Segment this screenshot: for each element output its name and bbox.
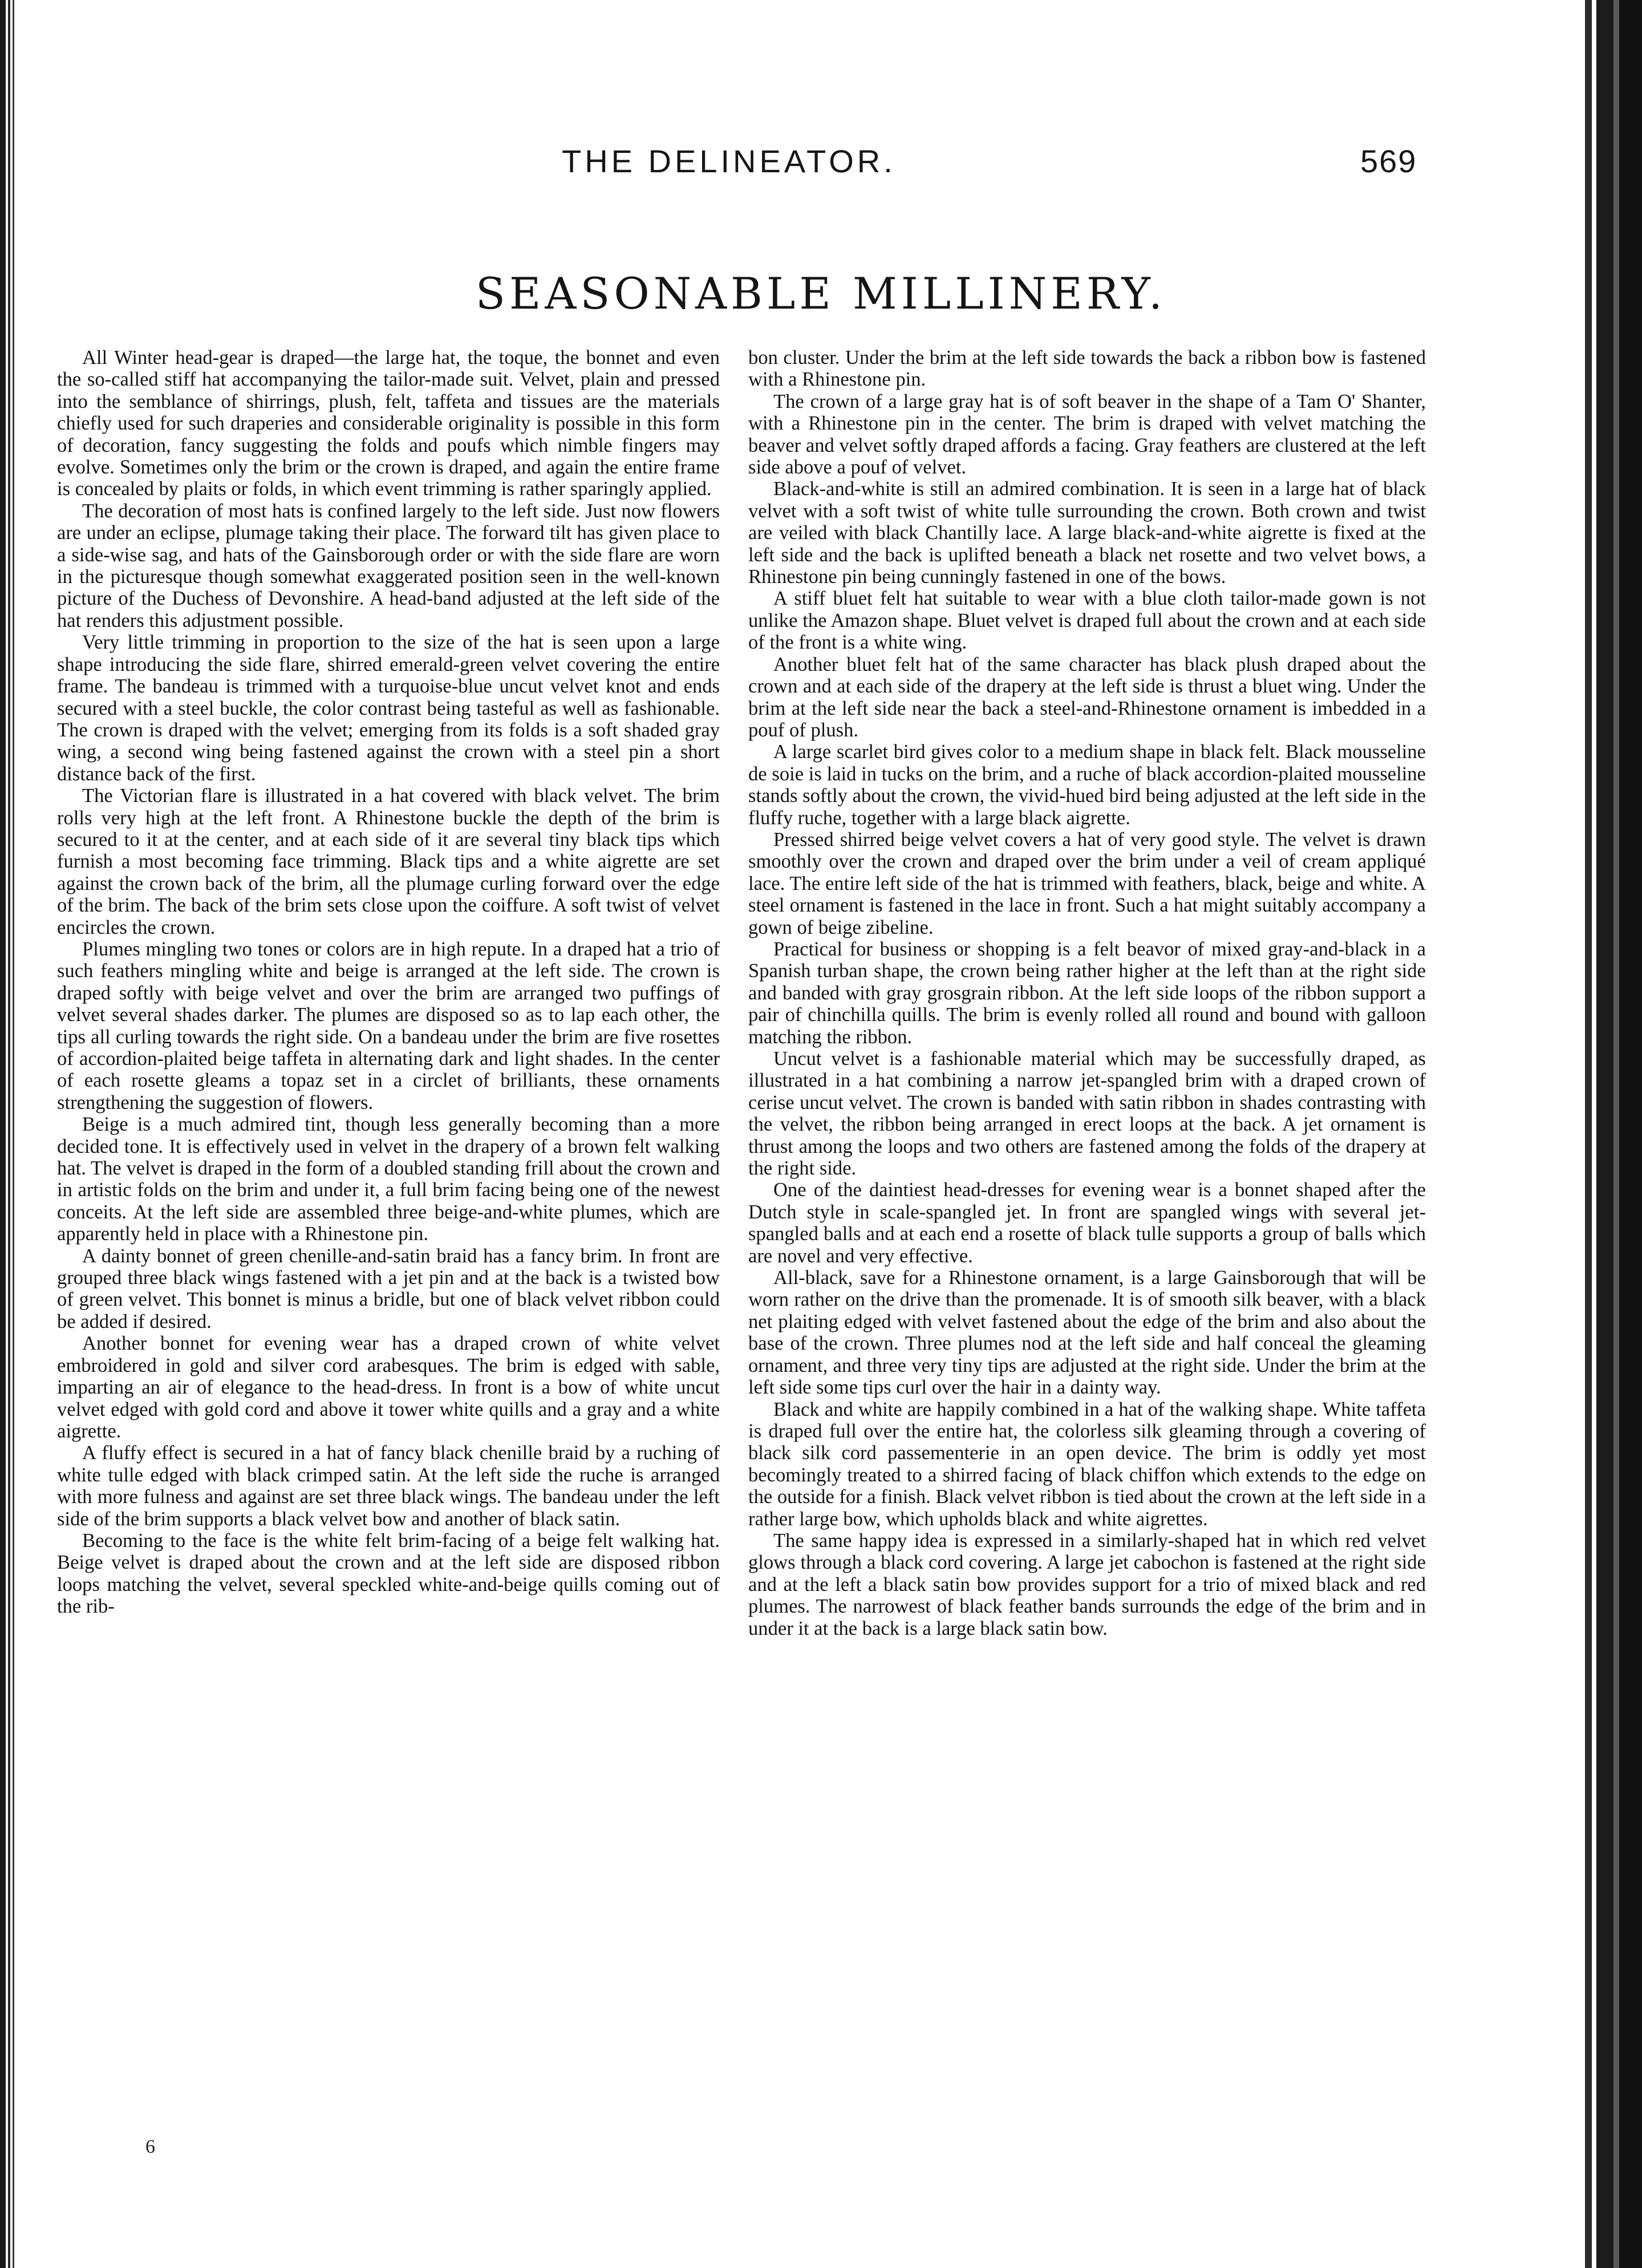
paragraph: Plumes mingling two tones or colors are in high repute. In a draped hat a trio of such feathers mingling white and beige is arranged at the left side. The crown is draped softly with beige velvet and over the brim are arranged two puffings of velvet several shades darker. The plumes are disposed so as to lap each other, the tips all curling towards the right side. On a bandeau under the brim are five rosettes of accordion-plaited beige taffeta in alternating dark and light shades. In the center of each rosette gleams a topaz set in a circlet of brilliants, these ornaments strengthening the suggestion of flowers. xyxy=(57,938,720,1113)
paragraph: A dainty bonnet of green chenille-and-satin braid has a fancy brim. In front are grouped three black wings fastened with a jet pin and at the back is a twisted bow of green velvet. This bonnet is minus a bridle, but one of black velvet ribbon could be added if desired. xyxy=(57,1245,720,1333)
paragraph: The same happy idea is expressed in a similarly-shaped hat in which red velvet glows through a black cord covering. A large jet cabochon is fastened at the right side and at the left a black satin bow provides support for a trio of mixed black and red plumes. The narrowest of black feather bands surrounds the edge of the brim and in under it at the back is a large black satin bow. xyxy=(748,1529,1426,1639)
paragraph: Practical for business or shopping is a felt beavor of mixed gray-and-black in a Spanish turban shape, the crown being rather higher at the left than at the right side and banded with gray grosgrain ribbon. At the left side loops of the ribbon support a pair of chinchilla quills. The brim is evenly rolled all round and bound with galloon matching the ribbon. xyxy=(748,938,1426,1048)
paragraph: A large scarlet bird gives color to a medium shape in black felt. Black mousseline de soie is laid in tucks on the brim, and a ruche of black accordion-plaited mousseline stands softly about the crown, the vivid-hued bird being adjusted at the left side in the fluffy ruche, together with a large black aigrette. xyxy=(748,741,1426,829)
paragraph: A fluffy effect is secured in a hat of fancy black chenille braid by a ruching of white tulle edged with black crimped satin. At the left side the ruche is arranged with more fulness and against are set three black wings. The bandeau under the left side of the brim supports a black velvet bow and another of black satin. xyxy=(57,1442,720,1530)
running-head xyxy=(0,143,1642,188)
paragraph: Becoming to the face is the white felt brim-facing of a beige felt walking hat. Beige velvet is draped about the crown and at the left side are disposed ribbon loops matching the velvet, several speckled white-and-beige quills coming out of the rib- xyxy=(57,1529,720,1618)
paragraph: Another bluet felt hat of the same character has black plush draped about the crown and at each side of the drapery at the left side is thrust a bluet wing. Under the brim at the left side near the back a steel-and-Rhinestone ornament is imbedded in a pouf of plush. xyxy=(748,653,1426,741)
paragraph: All Winter head-gear is draped—the large hat, the toque, the bonnet and even the so-called stiff hat accompanying the tailor-made suit. Velvet, plain and pressed into the semblance of shirrings, plush, felt, taffeta and tissues are the materials chiefly used for such draperies and considerable originality is possible in this form of decoration, fancy suggesting the folds and poufs which nimble fingers may evolve. Sometimes only the brim or the crown is draped, and again the entire frame is concealed by plaits or folds, in which event trimming is rather sparingly applied. xyxy=(57,347,720,500)
paragraph: Very little trimming in proportion to the size of the hat is seen upon a large shape introducing the side flare, shirred emerald-green velvet covering the entire frame. The bandeau is trimmed with a turquoise-blue uncut velvet knot and ends secured with a steel buckle, the color contrast being tasteful as well as fashionable. The crown is draped with the velvet; emerging from its folds is a soft shaded gray wing, a second wing being fastened against the crown with a steel pin a short distance back of the first. xyxy=(57,631,720,785)
paragraph: A stiff bluet felt hat suitable to wear with a blue cloth tailor-made gown is not unlike the Amazon shape. Bluet velvet is draped full about the crown and at each side of the front is a white wing. xyxy=(748,588,1426,654)
publication-title: THE DELINEATOR. xyxy=(562,143,896,179)
paragraph: The crown of a large gray hat is of soft beaver in the shape of a Tam O' Shanter, with a Rhinestone pin in the center. The brim is draped with velvet matching the beaver and velvet softly draped affords a facing. Gray feathers are clustered at the left side above a pouf of velvet. xyxy=(748,390,1426,479)
paragraph: The decoration of most hats is confined largely to the left side. Just now flowers are under an eclipse, plumage taking their place. The forward tilt has given place to a side-wise sag, and hats of the Gainsborough order or with the side flare are worn in the picturesque though somewhat exaggerated position seen in the well-known picture of the Duchess of Devonshire. A head-band adjusted at the left side of the hat renders this adjustment possible. xyxy=(57,500,720,631)
paragraph: Beige is a much admired tint, though less generally becoming than a more decided tone. It is effectively used in velvet in the drapery of a brown felt walking hat. The velvet is draped in the form of a doubled standing frill about the crown and in artistic folds on the brim and under it, a full brim facing being one of the newest conceits. At the left side are assembled three beige-and-white plumes, which are apparently held in place with a Rhinestone pin. xyxy=(57,1113,720,1245)
right-binding-edge xyxy=(1562,0,1642,2268)
paragraph: Another bonnet for evening wear has a draped crown of white velvet embroidered in gold and silver cord arabesques. The brim is edged with sable, imparting an air of elegance to the head-dress. In front is a bow of white uncut velvet edged with gold cord and above it tower white quills and a gray and a white aigrette. xyxy=(57,1333,720,1442)
right-column xyxy=(748,347,1426,1639)
paragraph: Black and white are happily combined in a hat of the walking shape. White taffeta is draped full over the entire hat, the colorless silk gleaming through a covering of black silk cord passementerie in an open device. The brim is oddly yet most becomingly treated to a shirred facing of black chiffon which extends to the edge on the outside for a finish. Black velvet ribbon is tied about the crown at the left side in a rather large bow, which upholds black and white aigrettes. xyxy=(748,1398,1426,1530)
page-number: 569 xyxy=(1360,143,1417,179)
paragraph: Black-and-white is still an admired combination. It is seen in a large hat of black velvet with a soft twist of white tulle surrounding the crown. Both crown and twist are veiled with black Chantilly lace. A large black-and-white aigrette is fixed at the left side and the back is uplifted beneath a black net rosette and two velvet bows, a Rhinestone pin being cunningly fastened in one of the bows. xyxy=(748,478,1426,588)
signature-mark: 6 xyxy=(145,2136,155,2157)
paragraph: bon cluster. Under the brim at the left side towards the back a ribbon bow is fastened with a Rhinestone pin. xyxy=(748,347,1426,391)
paragraph: Uncut velvet is a fashionable material which may be successfully draped, as illustrated in a hat combining a narrow jet-spangled brim with a draped crown of cerise uncut velvet. The crown is banded with satin ribbon in shades contrasting with the velvet, the ribbon being arranged in erect loops at the back. A jet ornament is thrust among the loops and two others are fastened among the folds of the drapery at the right side. xyxy=(748,1048,1426,1180)
paragraph: The Victorian flare is illustrated in a hat covered with black velvet. The brim rolls very high at the left front. A Rhinestone buckle the depth of the brim is secured to it at the center, and at each side of it are several tiny black tips which furnish a most becoming face trimming. Black tips and a white aigrette are set against the crown back of the brim, all the plumage curling forward over the edge of the brim. The back of the brim sets close upon the coiffure. A soft twist of velvet encircles the crown. xyxy=(57,785,720,938)
article-title: SEASONABLE MILLINERY. xyxy=(475,268,1167,319)
paragraph: Pressed shirred beige velvet covers a hat of very good style. The velvet is drawn smoothly over the crown and draped over the brim under a veil of cream appliqué lace. The entire left side of the hat is trimmed with feathers, black, beige and white. A steel ornament is fastened in the lace in front. Such a hat might suitably accompany a gown of beige zibeline. xyxy=(748,828,1426,938)
left-column xyxy=(57,347,720,1618)
paragraph: All-black, save for a Rhinestone ornament, is a large Gainsborough that will be worn rather on the drive than the promenade. It is of smooth silk beaver, with a black net plaiting edged with velvet fastened about the edge of the brim and also about the base of the crown. Three plumes nod at the left side and half conceal the gleaming ornament, and three very tiny tips are adjusted at the right side. Under the brim at the left side some tips curl over the hair in a dainty way. xyxy=(748,1267,1426,1399)
left-binding-edge xyxy=(0,0,21,2268)
paragraph: One of the daintiest head-dresses for evening wear is a bonnet shaped after the Dutch style in scale-spangled jet. In front are spangled wings with several jet-spangled balls and at each end a rosette of black tulle supports a group of balls which are novel and very effective. xyxy=(748,1179,1426,1267)
